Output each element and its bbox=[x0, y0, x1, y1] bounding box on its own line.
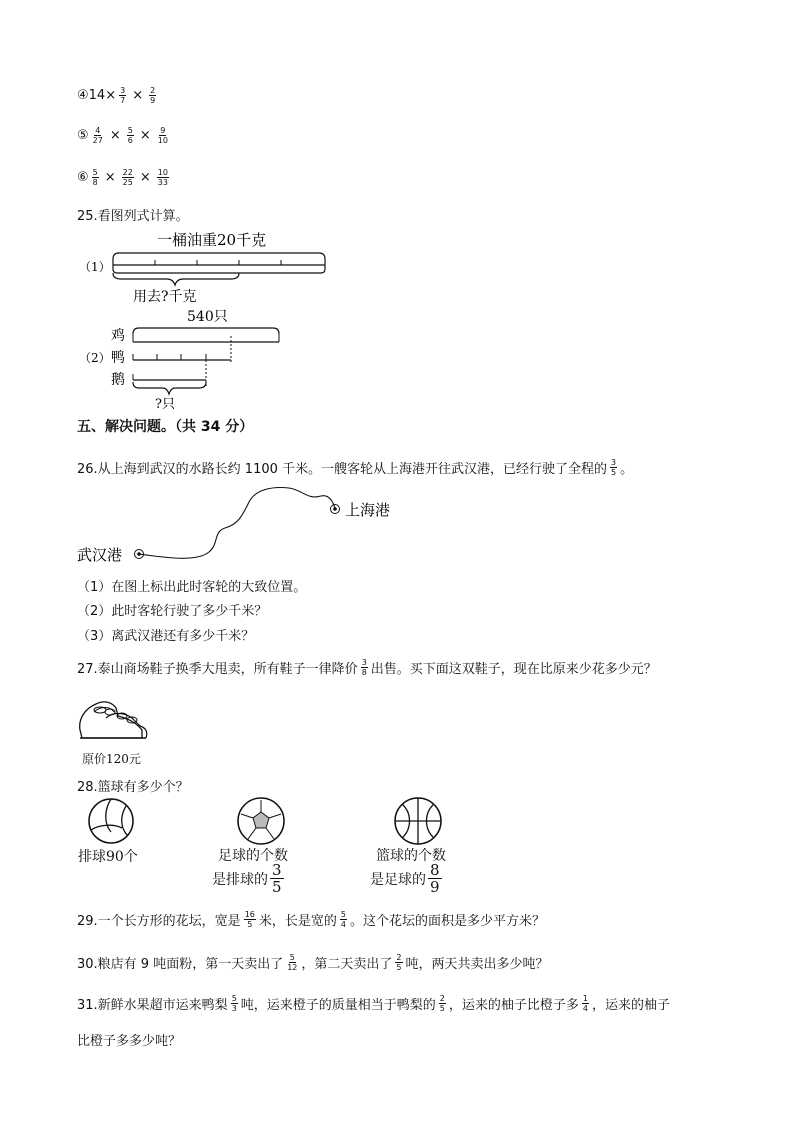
q27-text: 27.泰山商场鞋子换季大甩卖，所有鞋子一律降价 $\frac{3}{8}$ 出售。买下面这双鞋子，现在比原来少花多少元？ bbox=[77, 658, 657, 677]
fraction: $\frac{5}{4}$ bbox=[340, 910, 346, 929]
d2-bottom-label: ?只 bbox=[155, 397, 175, 412]
d2-num: （2） bbox=[79, 351, 111, 365]
row-label-chicken: 鸡 bbox=[111, 328, 125, 344]
fraction: $\frac{9}{10}$ bbox=[157, 126, 168, 145]
row-label-goose: 鹅 bbox=[111, 372, 125, 388]
soccer-caption-line2: 是排球的 $\frac{3}{5}$ bbox=[212, 861, 282, 896]
q28-title: 28.篮球有多少个？ bbox=[77, 780, 189, 795]
river-route-map bbox=[77, 482, 407, 574]
shoes-icon bbox=[76, 690, 156, 750]
fraction: $\frac{8}{9}$ bbox=[430, 861, 440, 896]
fraction: $\frac{4}{27}$ bbox=[92, 126, 103, 145]
volleyball-icon bbox=[86, 796, 136, 846]
wuhan-port-label: 武汉港 bbox=[77, 546, 123, 564]
q30-text: 30.粮店有 9 吨面粉，第一天卖出了 $\frac{5}{12}$ ，第二天卖出了 $\frac{2}{5}$ 吨，两天共卖出多少吨？ bbox=[77, 953, 549, 972]
soccer-ball-icon bbox=[235, 795, 287, 847]
fraction: $\frac{3}{8}$ bbox=[361, 658, 367, 677]
fraction: $\frac{16}{5}$ bbox=[244, 910, 255, 929]
q26-sub-3: （3）离武汉港还有多少千米？ bbox=[77, 629, 255, 644]
calc-item-4: ④14× $\frac{3}{7}$ × $\frac{2}{9}$ bbox=[77, 86, 156, 105]
q25-diagram-2 bbox=[77, 304, 307, 412]
d1-num: （1） bbox=[79, 260, 111, 274]
calc-item-6: ⑥ $\frac{5}{8}$ × $\frac{22}{25}$ × $\frac{10}{33}$ bbox=[77, 168, 168, 187]
fraction: $\frac{1}{4}$ bbox=[582, 994, 588, 1013]
fraction: $\frac{3}{7}$ bbox=[120, 86, 126, 105]
soccer-caption-line1: 足球的个数 bbox=[218, 848, 288, 864]
volleyball-caption: 排球90个 bbox=[78, 849, 138, 865]
q26-text: 26.从上海到武汉的水路长约 1100 千米。一艘客轮从上海港开往武汉港，已经行驶了全程的 $\frac{3}{5}$ 。 bbox=[77, 458, 634, 477]
fraction: $\frac{5}{3}$ bbox=[231, 994, 237, 1013]
fraction: $\frac{3}{5}$ bbox=[272, 861, 282, 896]
shoe-price-caption: 原价120元 bbox=[82, 752, 141, 766]
fraction: $\frac{22}{25}$ bbox=[122, 168, 133, 187]
basketball-icon bbox=[392, 795, 444, 847]
fraction: $\frac{2}{9}$ bbox=[150, 86, 156, 105]
fraction: $\frac{3}{5}$ bbox=[611, 458, 617, 477]
q26-sub-1: （1）在图上标出此时客轮的大致位置。 bbox=[77, 580, 307, 595]
shanghai-port-label: 上海港 bbox=[345, 501, 391, 519]
fraction: $\frac{5}{6}$ bbox=[127, 126, 133, 145]
row-label-duck: 鸭 bbox=[111, 350, 125, 366]
q26-sub-2: （2）此时客轮行驶了多少千米？ bbox=[77, 604, 268, 619]
fraction: $\frac{2}{5}$ bbox=[396, 953, 402, 972]
fraction: $\frac{5}{8}$ bbox=[92, 168, 98, 187]
d1-bottom-label: 用去?千克 bbox=[133, 289, 197, 305]
d2-top-label: 540只 bbox=[187, 309, 228, 325]
basketball-caption-line2: 是足球的 $\frac{8}{9}$ bbox=[370, 861, 440, 896]
q29-text: 29.一个长方形的花坛，宽是 $\frac{16}{5}$ 米，长是宽的 $\frac{5}{4}$ 。这个花坛的面积是多少平方米？ bbox=[77, 910, 545, 929]
q25-title: 25.看图列式计算。 bbox=[77, 209, 189, 224]
calc-label: ④14× bbox=[77, 88, 117, 103]
fraction: $\frac{5}{12}$ bbox=[287, 953, 298, 972]
d1-top-label: 一桶油重20千克 bbox=[157, 231, 267, 249]
q25-diagram-1 bbox=[77, 225, 337, 307]
q31-text-cont: 比橙子多多少吨？ bbox=[77, 1034, 182, 1049]
fraction: $\frac{2}{5}$ bbox=[439, 994, 445, 1013]
q31-text: 31.新鲜水果超市运来鸭梨 $\frac{5}{3}$ 吨，运来橙子的质量相当于鸭梨的 $\frac{2}{5}$ ，运来的柚子比橙子多 $\frac{1}{4}$ ，运来的柚子 bbox=[77, 994, 671, 1013]
basketball-caption-line1: 篮球的个数 bbox=[376, 848, 446, 864]
calc-item-5: ⑤ $\frac{4}{27}$ × $\frac{5}{6}$ × $\frac{9}{10}$ bbox=[77, 126, 168, 145]
fraction: $\frac{10}{33}$ bbox=[157, 168, 168, 187]
section-heading: 五、解决问题。（共 34 分） bbox=[77, 419, 254, 435]
